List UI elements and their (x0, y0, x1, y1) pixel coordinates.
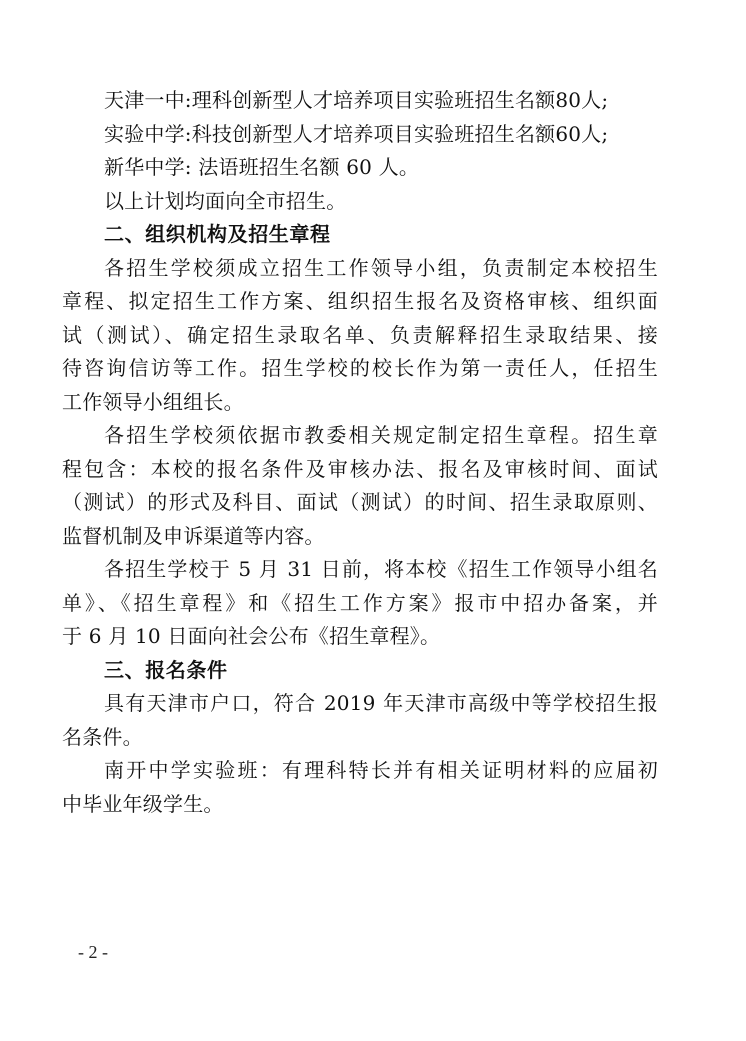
text-line: 章程、拟定招生工作方案、组织招生报名及资格审核、组织面 (62, 289, 658, 313)
text-line: 于 6 月 10 日面向社会公布《招生章程》。 (62, 624, 441, 648)
text-line: 以上计划均面向全市招生。 (104, 188, 347, 213)
text-line: 各招生学校须依据市教委相关规定制定招生章程。招生章 (104, 423, 658, 447)
text-line: 具有天津市户口，符合 2019 年天津市高级中等学校招生报 (104, 691, 658, 715)
text-line: 待咨询信访等工作。招生学校的校长作为第一责任人，任招生 (62, 356, 658, 380)
text-line: 工作领导小组组长。 (62, 389, 244, 414)
section-heading: 二、组织机构及招生章程 (104, 222, 331, 246)
text-line: 单》、《招生章程》和《招生工作方案》报市中招办备案，并 (62, 590, 658, 615)
text-line: 天津一中:理科创新型人才培养项目实验班招生名额80人; (104, 88, 609, 112)
text-line: 各招生学校须成立招生工作领导小组，负责制定本校招生 (104, 255, 658, 280)
text-line: 名条件。 (62, 724, 143, 749)
page-number: - 2 - (78, 942, 108, 962)
text-line: 试（测试）、确定招生录取名单、负责解释招生录取结果、接 (62, 322, 658, 347)
text-line: （测试）的形式及科目、面试（测试）的时间、招生录取原则、 (62, 490, 658, 514)
section-heading: 三、报名条件 (104, 657, 228, 682)
text-line: 程包含：本校的报名条件及审核办法、报名及审核时间、面试 (62, 456, 658, 481)
text-line: 南开中学实验班：有理科特长并有相关证明材料的应届初 (104, 758, 658, 782)
text-line: 实验中学:科技创新型人才培养项目实验班招生名额60人; (104, 121, 609, 146)
document-body (62, 84, 658, 821)
text-line: 新华中学: 法语班招生名额 60 人。 (104, 155, 420, 179)
text-line: 各招生学校于 5 月 31 日前，将本校《招生工作领导小组名 (104, 557, 658, 581)
text-line: 中毕业年级学生。 (62, 791, 224, 816)
text-line: 监督机制及申诉渠道等内容。 (62, 523, 325, 548)
